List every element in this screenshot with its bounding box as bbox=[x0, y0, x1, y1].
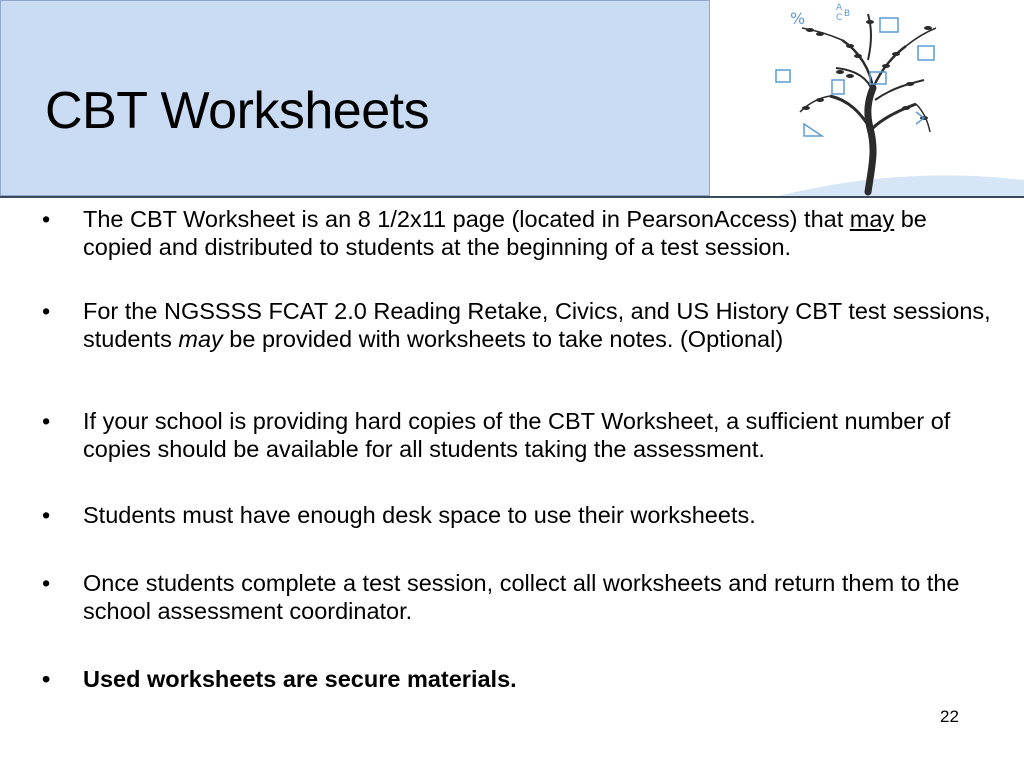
slide-header bbox=[0, 0, 1024, 198]
bullet-marker: • bbox=[42, 502, 51, 528]
ground-shape bbox=[770, 175, 1024, 198]
bullet-item-optional-worksheets bbox=[42, 297, 992, 353]
bullet-item-desk-space bbox=[42, 501, 992, 529]
bullet-marker: • bbox=[42, 570, 51, 596]
bullet-text: Used worksheets are secure materials. bbox=[83, 666, 517, 692]
bullet-item-hard-copies bbox=[42, 407, 992, 463]
emphasis-may: may bbox=[178, 326, 223, 352]
bullet-list bbox=[42, 205, 992, 693]
bullet-marker: • bbox=[42, 408, 51, 434]
bullet-marker: • bbox=[42, 298, 51, 324]
slide-title: CBT Worksheets bbox=[45, 82, 430, 140]
bullet-text: For the NGSSSS FCAT 2.0 Reading Retake, Civics, and US History CBT test sessions, students may be provided with worksheets to take notes. (Optional) bbox=[83, 298, 991, 352]
header-divider bbox=[0, 196, 1024, 198]
bullet-text: Students must have enough desk space to use their worksheets. bbox=[83, 502, 756, 528]
title-band bbox=[0, 0, 710, 196]
page-number: 22 bbox=[940, 707, 959, 726]
letter-c-icon: C bbox=[836, 13, 843, 23]
bullet-item-secure-materials bbox=[42, 665, 992, 693]
bullet-item-worksheet-description bbox=[42, 205, 992, 261]
bullet-text: Once students complete a test session, collect all worksheets and return them to the school assessment coordinator. bbox=[83, 570, 960, 624]
bullet-marker: • bbox=[42, 206, 51, 232]
letter-b-icon: B bbox=[844, 9, 851, 19]
bullet-item-collect-worksheets bbox=[42, 569, 992, 625]
tree-logo-icon bbox=[710, 0, 1024, 198]
emphasis-may: may bbox=[849, 206, 895, 232]
bullet-text: The CBT Worksheet is an 8 1/2x11 page (located in PearsonAccess) that may be copied and distributed to students at the beginning of a test session. bbox=[83, 206, 927, 260]
bullet-marker: • bbox=[42, 666, 51, 692]
tree-illustration bbox=[710, 0, 1024, 198]
bullet-text: If your school is providing hard copies of the CBT Worksheet, a sufficient number of copies should be available for all students taking the assessment. bbox=[83, 408, 951, 462]
letter-a-icon: A bbox=[836, 3, 843, 13]
percent-icon: % bbox=[790, 9, 806, 28]
